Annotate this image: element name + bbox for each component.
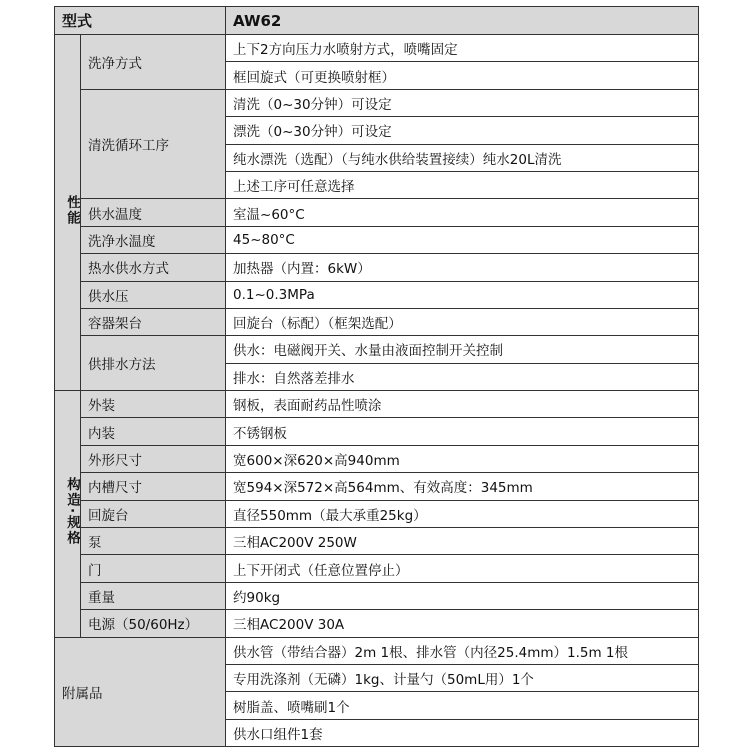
table-row xyxy=(55,35,699,62)
table-row xyxy=(55,445,699,472)
tank-label: 内槽尺寸 xyxy=(81,473,226,500)
turntable-value: 直径550mm（最大承重25kg） xyxy=(226,500,699,527)
table-row xyxy=(55,336,699,363)
table-row xyxy=(55,555,699,582)
accessories-label: 附属品 xyxy=(55,637,226,747)
wash-cycle-value: 纯水漂洗（选配）（与纯水供给装置接续）纯水20L清洗 xyxy=(226,144,699,171)
wash-temp-label: 洗净水温度 xyxy=(81,226,226,253)
exterior-label: 外装 xyxy=(81,391,226,418)
hot-water-label: 热水供水方式 xyxy=(81,254,226,281)
pump-label: 泵 xyxy=(81,528,226,555)
supply-temp-label: 供水温度 xyxy=(81,199,226,226)
section-performance: 性能 xyxy=(55,35,81,391)
section-structure: 构造·规格 xyxy=(55,391,81,638)
dimensions-label: 外形尺寸 xyxy=(81,445,226,472)
table-row xyxy=(55,391,699,418)
accessory-item: 专用洗涤剂（无磷）1kg、计量勺（50mL用）1个 xyxy=(226,664,699,691)
accessory-item: 供水管（带结合器）2m 1根、排水管（内径25.4mm）1.5m 1根 xyxy=(226,637,699,664)
table-row xyxy=(55,582,699,609)
door-value: 上下开闭式（任意位置停止） xyxy=(226,555,699,582)
table-row xyxy=(55,89,699,116)
table-row xyxy=(55,528,699,555)
wash-cycle-value: 清洗（0~30分钟）可设定 xyxy=(226,89,699,116)
spec-table xyxy=(54,6,699,747)
weight-label: 重量 xyxy=(81,582,226,609)
supply-pressure-label: 供水压 xyxy=(81,281,226,308)
water-method-label: 供排水方法 xyxy=(81,336,226,391)
power-value: 三相AC200V 30A xyxy=(226,610,699,637)
wash-temp-value: 45~80°C xyxy=(226,226,699,253)
rack-value: 回旋台（标配）（框架选配） xyxy=(226,308,699,335)
supply-temp-value: 室温~60°C xyxy=(226,199,699,226)
wash-cycle-value: 上述工序可任意选择 xyxy=(226,171,699,198)
table-row xyxy=(55,500,699,527)
accessory-item: 树脂盖、喷嘴刷1个 xyxy=(226,692,699,719)
wash-cycle-label: 清洗循环工序 xyxy=(81,89,226,199)
supply-pressure-value: 0.1~0.3MPa xyxy=(226,281,699,308)
water-method-value: 供水：电磁阀开关、水量由液面控制开关控制 xyxy=(226,336,699,363)
table-row xyxy=(55,308,699,335)
wash-method-value: 上下2方向压力水喷射方式，喷嘴固定 xyxy=(226,35,699,62)
accessory-item: 供水口组件1套 xyxy=(226,719,699,746)
table-row xyxy=(55,226,699,253)
table-row xyxy=(55,637,699,664)
wash-method-label: 洗净方式 xyxy=(81,35,226,90)
power-label: 电源（50/60Hz） xyxy=(81,610,226,637)
table-row xyxy=(55,199,699,226)
pump-value: 三相AC200V 250W xyxy=(226,528,699,555)
table-row xyxy=(55,418,699,445)
tank-value: 宽594×深572×高564mm、有效高度：345mm xyxy=(226,473,699,500)
interior-value: 不锈钢板 xyxy=(226,418,699,445)
interior-label: 内装 xyxy=(81,418,226,445)
turntable-label: 回旋台 xyxy=(81,500,226,527)
exterior-value: 钢板，表面耐药品性喷涂 xyxy=(226,391,699,418)
rack-label: 容器架台 xyxy=(81,308,226,335)
dimensions-value: 宽600×深620×高940mm xyxy=(226,445,699,472)
wash-cycle-value: 漂洗（0~30分钟）可设定 xyxy=(226,117,699,144)
model-label: 型式 xyxy=(55,7,226,35)
header-row xyxy=(55,7,699,35)
table-row xyxy=(55,281,699,308)
table-row xyxy=(55,473,699,500)
model-value: AW62 xyxy=(226,7,699,35)
weight-value: 约90kg xyxy=(226,582,699,609)
table-row xyxy=(55,254,699,281)
door-label: 门 xyxy=(81,555,226,582)
table-row xyxy=(55,610,699,637)
wash-method-value: 框回旋式（可更换喷射框） xyxy=(226,62,699,89)
hot-water-value: 加热器（内置：6kW） xyxy=(226,254,699,281)
water-method-value: 排水：自然落差排水 xyxy=(226,363,699,390)
